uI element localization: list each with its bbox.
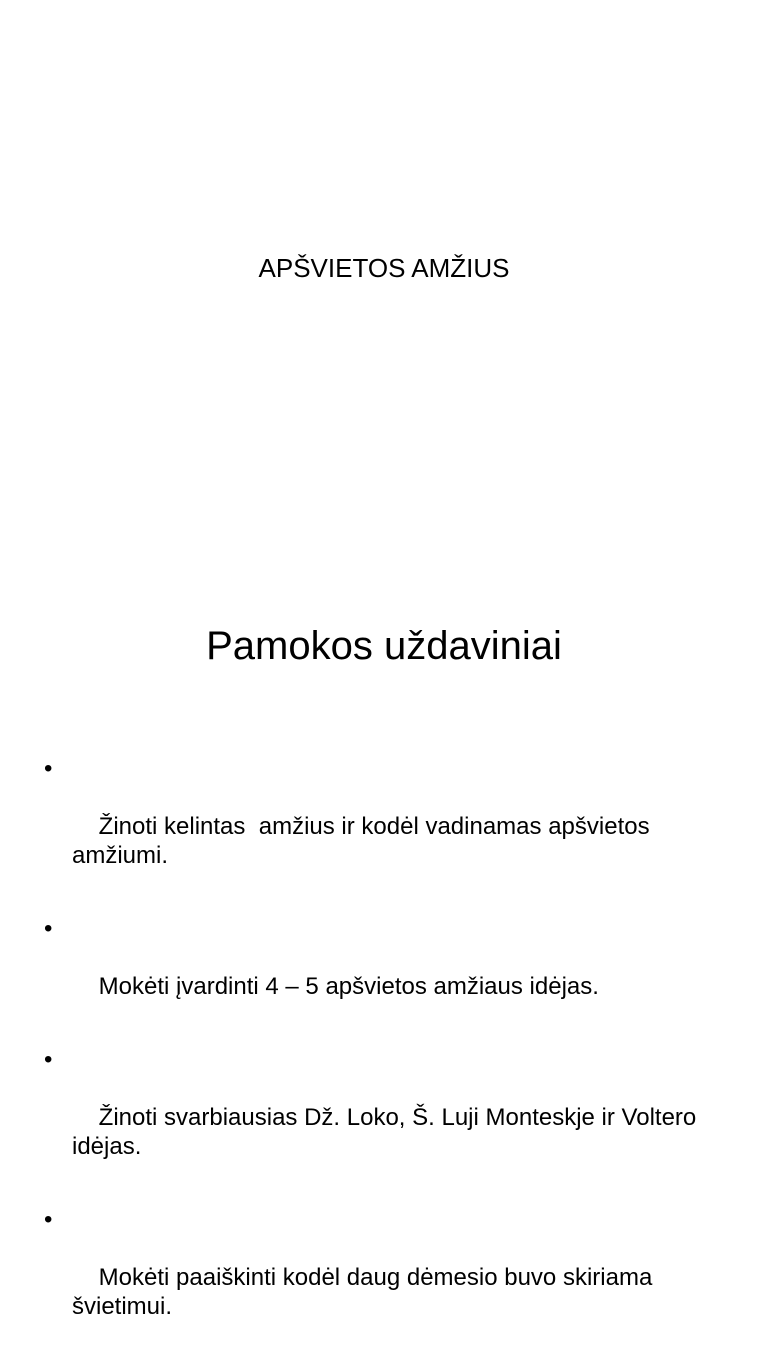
list-item-text: Mokėti paaiškinti kodėl daug dėmesio buvo skiriama švietimui.	[72, 1264, 659, 1320]
list-item	[44, 1045, 724, 1190]
list-item-text: Žinoti kelintas amžius ir kodėl vadinamas apšvietos amžiumi.	[72, 813, 657, 869]
bullet-list	[44, 754, 724, 1365]
list-item	[44, 1205, 724, 1350]
bullet-icon: •	[44, 755, 53, 782]
list-item-text: Žinoti svarbiausias Dž. Loko, Š. Luji Monteskje ir Voltero idėjas.	[72, 1104, 710, 1160]
list-item	[44, 914, 724, 1030]
bullet-icon: •	[44, 1206, 53, 1233]
slide-title: APŠVIETOS AMŽIUS	[258, 253, 510, 283]
section-heading: Pamokos uždaviniai	[206, 624, 562, 668]
list-item-text: Mokėti įvardinti 4 – 5 apšvietos amžiaus idėjas.	[98, 973, 599, 1000]
bullet-icon: •	[44, 915, 53, 942]
list-item	[44, 754, 724, 899]
bullet-icon: •	[44, 1046, 53, 1073]
